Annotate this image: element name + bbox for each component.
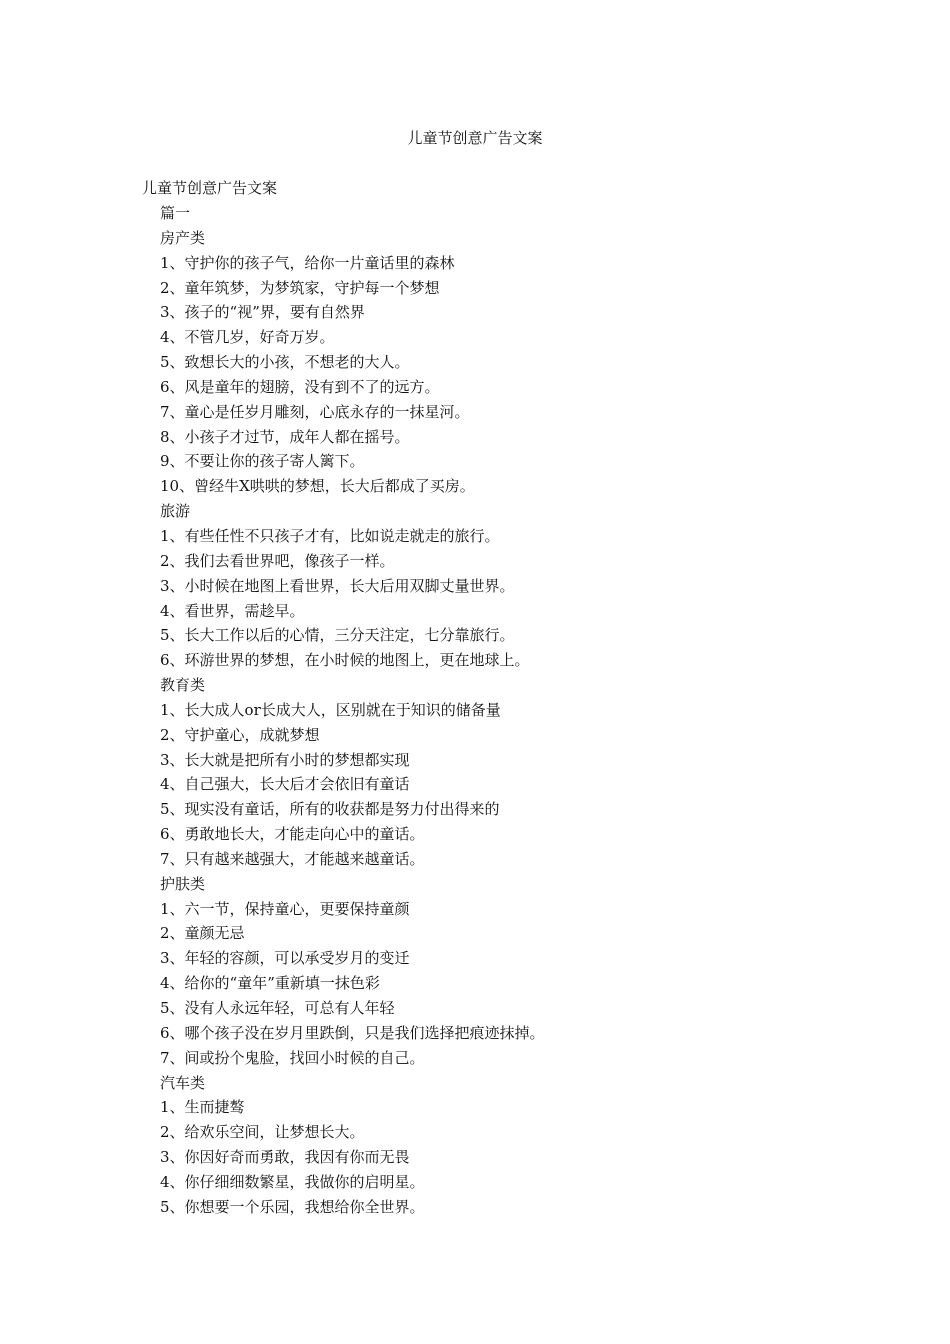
text-line: 1、守护你的孩子气，给你一片童话里的森林 <box>160 253 455 272</box>
text-line: 2、给欢乐空间，让梦想长大。 <box>160 1123 365 1142</box>
text-line: 2、守护童心，成就梦想 <box>160 725 320 744</box>
text-line: 4、给你的“童年”重新填一抹色彩 <box>160 974 380 993</box>
text-line: 1、六一节，保持童心，更要保持童颜 <box>160 899 410 918</box>
text-line: 2、我们去看世界吧，像孩子一样。 <box>160 551 395 570</box>
text-line: 5、致想长大的小孩，不想老的大人。 <box>160 353 410 372</box>
text-line: 3、你因好奇而勇敢，我因有你而无畏 <box>160 1148 410 1167</box>
text-line: 10、曾经牛X哄哄的梦想，长大后都成了买房。 <box>160 477 475 496</box>
text-line: 5、没有人永远年轻，可总有人年轻 <box>160 999 395 1017</box>
text-line: 7、间或扮个鬼脸，找回小时候的自己。 <box>160 1048 425 1067</box>
document-title: 儿童节创意广告文案 <box>407 129 543 147</box>
text-line: 3、长大就是把所有小时的梦想都实现 <box>160 750 410 769</box>
text-line: 3、小时候在地图上看世界，长大后用双脚丈量世界。 <box>160 576 515 595</box>
text-line: 8、小孩子才过节，成年人都在摇号。 <box>160 427 410 446</box>
text-line: 7、只有越来越强大，才能越来越童话。 <box>160 849 425 868</box>
text-line: 6、哪个孩子没在岁月里跌倒，只是我们选择把痕迹抹掉。 <box>160 1023 545 1042</box>
text-line: 1、生而捷骜 <box>160 1098 245 1117</box>
text-line: 4、看世界，需趁早。 <box>160 601 305 620</box>
text-line: 9、不要让你的孩子寄人篱下。 <box>160 452 365 471</box>
text-line: 1、有些任性不只孩子才有，比如说走就走的旅行。 <box>160 526 500 545</box>
text-line: 6、风是童年的翅膀，没有到不了的远方。 <box>160 377 440 396</box>
text-line: 2、童年筑梦，为梦筑家，守护每一个梦想 <box>160 278 440 297</box>
document-heading: 儿童节创意广告文案 <box>142 179 278 197</box>
text-line: 5、长大工作以后的心情，三分天注定，七分靠旅行。 <box>160 626 515 645</box>
text-line: 4、你仔细细数繁星，我做你的启明星。 <box>160 1172 425 1191</box>
document-body <box>160 203 860 1222</box>
text-line: 3、年轻的容颜，可以承受岁月的变迁 <box>160 949 410 968</box>
text-line: 4、不管几岁，好奇万岁。 <box>160 328 335 347</box>
text-line: 3、孩子的“视”界，要有自然界 <box>160 303 365 322</box>
text-line: 4、自己强大，长大后才会依旧有童话 <box>160 775 410 794</box>
text-line: 房产类 <box>160 228 206 247</box>
text-line: 汽车类 <box>160 1073 206 1092</box>
text-line: 5、现实没有童话，所有的收获都是努力付出得来的 <box>160 800 500 819</box>
text-line: 篇一 <box>160 204 191 222</box>
text-line: 旅游 <box>160 502 191 521</box>
text-line: 1、长大成人or长成大人，区别就在于知识的储备量 <box>160 700 501 719</box>
text-line: 5、你想要一个乐园，我想给你全世界。 <box>160 1197 425 1216</box>
text-line: 护肤类 <box>160 874 206 893</box>
text-line: 6、勇敢地长大，才能走向心中的童话。 <box>160 825 425 844</box>
text-line: 教育类 <box>160 676 206 695</box>
text-line: 6、环游世界的梦想，在小时候的地图上，更在地球上。 <box>160 651 530 670</box>
text-line: 7、童心是任岁月雕刻，心底永存的一抹星河。 <box>160 402 470 421</box>
text-line: 2、童颜无忌 <box>160 924 245 943</box>
